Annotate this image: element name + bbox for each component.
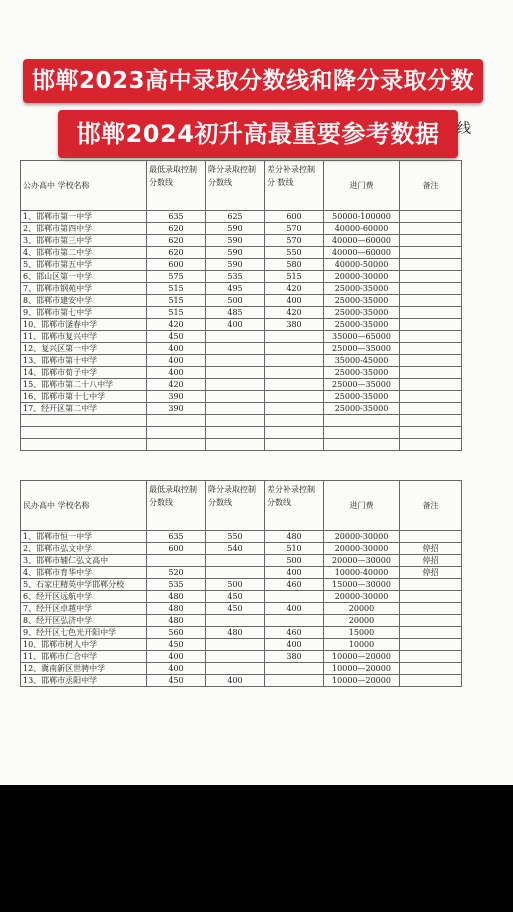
cell-min-score: 515 (147, 283, 206, 295)
cell-note (400, 403, 462, 415)
cell-supplementary-score: 550 (265, 247, 324, 259)
cell-min-score (147, 555, 206, 567)
header-min-score: 最低录取控制分数线 (147, 161, 206, 211)
cell-min-score: 635 (147, 211, 206, 223)
cell-school: 7、邯郸市钢苑中学 (21, 283, 147, 295)
cell-note (400, 223, 462, 235)
cell-note: 停招 (400, 567, 462, 579)
cell-min-score: 620 (147, 235, 206, 247)
cell-supplementary-score: 480 (265, 531, 324, 543)
cell-school: 8、经开区弘济中学 (21, 615, 147, 627)
table-row (21, 627, 462, 639)
cell-school (21, 415, 147, 427)
table-row (21, 379, 462, 391)
cell-supplementary-score: 460 (265, 579, 324, 591)
cell-reduced-score: 590 (206, 223, 265, 235)
cell-reduced-score (206, 355, 265, 367)
cell-school: 13、邯郸市丞阳中学 (21, 675, 147, 687)
header-fee: 进门费 (324, 161, 400, 211)
cell-reduced-score: 450 (206, 603, 265, 615)
cell-fee: 15000 (324, 627, 400, 639)
table-row (21, 259, 462, 271)
cell-min-score: 515 (147, 307, 206, 319)
table-row (21, 427, 462, 439)
cell-school: 6、邯山区第一中学 (21, 271, 147, 283)
table-row (21, 603, 462, 615)
cell-reduced-score (206, 427, 265, 439)
cell-note (400, 331, 462, 343)
cell-note (400, 627, 462, 639)
cell-note (400, 531, 462, 543)
cell-min-score: 480 (147, 615, 206, 627)
cell-fee: 40000-50000 (324, 259, 400, 271)
cell-min-score (147, 439, 206, 451)
header-supplementary-score: 差分补录控制 分 数线 (265, 161, 324, 211)
header-supplementary-score: 差分补录控制分数线 (265, 481, 324, 531)
private-schools-table (20, 480, 462, 687)
cell-school: 17、经开区第二中学 (21, 403, 147, 415)
cell-note (400, 283, 462, 295)
table-row (21, 211, 462, 223)
cell-fee: 25000-35000 (324, 295, 400, 307)
cell-fee: 40000—60000 (324, 247, 400, 259)
cell-reduced-score (206, 567, 265, 579)
cell-fee (324, 427, 400, 439)
cell-supplementary-score: 380 (265, 651, 324, 663)
cell-min-score: 560 (147, 627, 206, 639)
cell-min-score: 450 (147, 675, 206, 687)
cell-min-score: 620 (147, 247, 206, 259)
cell-school: 6、经开区远航中学 (21, 591, 147, 603)
cell-reduced-score: 485 (206, 307, 265, 319)
cell-supplementary-score: 400 (265, 295, 324, 307)
cell-school: 13、邯郸市第十中学 (21, 355, 147, 367)
cell-reduced-score (206, 415, 265, 427)
cell-reduced-score: 590 (206, 235, 265, 247)
cell-supplementary-score: 570 (265, 223, 324, 235)
cell-note (400, 367, 462, 379)
cell-note (400, 675, 462, 687)
public-schools-body (21, 161, 462, 451)
header-reduced-score: 降分录取控制分数线 (206, 161, 265, 211)
cell-supplementary-score (265, 663, 324, 675)
cell-note (400, 615, 462, 627)
cell-min-score: 400 (147, 663, 206, 675)
cell-fee: 20000-30000 (324, 271, 400, 283)
cell-reduced-score: 550 (206, 531, 265, 543)
table-row (21, 543, 462, 555)
cell-min-score: 420 (147, 379, 206, 391)
cell-reduced-score (206, 331, 265, 343)
header-note: 备注 (400, 161, 462, 211)
cell-school: 2、邯郸市第四中学 (21, 223, 147, 235)
cell-reduced-score: 500 (206, 579, 265, 591)
cell-supplementary-score: 420 (265, 283, 324, 295)
cell-supplementary-score (265, 415, 324, 427)
cell-supplementary-score (265, 343, 324, 355)
cell-school: 4、邯郸市育华中学 (21, 567, 147, 579)
cell-supplementary-score (265, 355, 324, 367)
cell-fee: 20000-30000 (324, 531, 400, 543)
cell-supplementary-score (265, 367, 324, 379)
table-row (21, 331, 462, 343)
header-reduced-score: 降分录取控制分数线 (206, 481, 265, 531)
cell-min-score: 480 (147, 591, 206, 603)
cell-supplementary-score (265, 379, 324, 391)
table-row (21, 651, 462, 663)
cell-reduced-score: 480 (206, 627, 265, 639)
cell-reduced-score (206, 555, 265, 567)
public-schools-table (20, 160, 462, 451)
cell-min-score: 480 (147, 603, 206, 615)
cell-school: 16、邯郸市第十七中学 (21, 391, 147, 403)
cell-note (400, 355, 462, 367)
cell-reduced-score: 540 (206, 543, 265, 555)
table-row (21, 415, 462, 427)
cell-fee: 40000—60000 (324, 235, 400, 247)
cell-fee: 25000—35000 (324, 343, 400, 355)
header-fee: 进门费 (324, 481, 400, 531)
cell-note (400, 415, 462, 427)
cell-reduced-score (206, 663, 265, 675)
cell-school (21, 439, 147, 451)
header-school: 公办高中 学校名称 (21, 161, 147, 211)
cell-min-score: 450 (147, 331, 206, 343)
cell-school: 14、邯郸市荀子中学 (21, 367, 147, 379)
table-row (21, 663, 462, 675)
cell-fee: 20000 (324, 603, 400, 615)
cell-supplementary-score: 510 (265, 543, 324, 555)
cell-min-score (147, 427, 206, 439)
cell-fee: 10000—20000 (324, 651, 400, 663)
cell-note (400, 259, 462, 271)
cell-school: 9、经开区七色光开阳中学 (21, 627, 147, 639)
cell-note (400, 391, 462, 403)
cell-note (400, 439, 462, 451)
cell-min-score: 600 (147, 259, 206, 271)
cell-school: 1、邯郸市第一中学 (21, 211, 147, 223)
cell-min-score: 390 (147, 403, 206, 415)
cell-reduced-score (206, 615, 265, 627)
title-banner-2023: 邯郸2023高中录取分数线和降分录取分数 (23, 59, 483, 103)
cell-min-score: 600 (147, 543, 206, 555)
cell-min-score: 400 (147, 651, 206, 663)
cell-reduced-score: 450 (206, 591, 265, 603)
cell-fee (324, 415, 400, 427)
cell-supplementary-score (265, 391, 324, 403)
cell-min-score (147, 415, 206, 427)
cell-school: 4、邯郸市第二中学 (21, 247, 147, 259)
cell-min-score: 450 (147, 639, 206, 651)
cell-fee: 15000—30000 (324, 579, 400, 591)
cell-supplementary-score (265, 427, 324, 439)
cell-fee: 10000—20000 (324, 675, 400, 687)
cell-supplementary-score (265, 675, 324, 687)
cell-note (400, 579, 462, 591)
table-row (21, 391, 462, 403)
private-header-row (21, 481, 462, 531)
table-row (21, 283, 462, 295)
cell-fee: 25000-35000 (324, 283, 400, 295)
cell-min-score: 520 (147, 567, 206, 579)
table-row (21, 439, 462, 451)
public-header-row (21, 161, 462, 211)
cell-school: 3、邯郸市辅仁弘文高中 (21, 555, 147, 567)
cell-min-score: 620 (147, 223, 206, 235)
cell-reduced-score (206, 379, 265, 391)
cell-reduced-score: 500 (206, 295, 265, 307)
cell-supplementary-score (265, 403, 324, 415)
cell-min-score: 575 (147, 271, 206, 283)
table-row (21, 615, 462, 627)
cell-supplementary-score: 460 (265, 627, 324, 639)
cell-fee: 25000-35000 (324, 307, 400, 319)
header-school: 民办高中 学校名称 (21, 481, 147, 531)
cell-supplementary-score: 380 (265, 319, 324, 331)
table-row (21, 355, 462, 367)
cell-school: 12、冀南新区世骋中学 (21, 663, 147, 675)
cell-fee: 25000-35000 (324, 403, 400, 415)
table-row (21, 403, 462, 415)
cell-supplementary-score: 400 (265, 567, 324, 579)
cell-reduced-score: 590 (206, 259, 265, 271)
cell-fee: 40000-60000 (324, 223, 400, 235)
cell-school: 12、复兴区第一中学 (21, 343, 147, 355)
table-row (21, 271, 462, 283)
cell-school: 5、邯郸市第五中学 (21, 259, 147, 271)
cell-supplementary-score (265, 615, 324, 627)
cell-note (400, 307, 462, 319)
cell-reduced-score: 400 (206, 319, 265, 331)
cell-supplementary-score: 580 (265, 259, 324, 271)
title-banner-2024: 邯郸2024初升高最重要参考数据 (58, 110, 458, 158)
cell-note: 停招 (400, 543, 462, 555)
cell-fee: 50000-100000 (324, 211, 400, 223)
cell-supplementary-score: 515 (265, 271, 324, 283)
cell-note (400, 603, 462, 615)
cell-fee: 20000 (324, 615, 400, 627)
table-row (21, 307, 462, 319)
table-row (21, 343, 462, 355)
cell-school: 11、邯郸市复兴中学 (21, 331, 147, 343)
cell-min-score: 635 (147, 531, 206, 543)
table-row (21, 675, 462, 687)
cell-note (400, 663, 462, 675)
cell-min-score: 515 (147, 295, 206, 307)
table-row (21, 579, 462, 591)
cell-reduced-score (206, 343, 265, 355)
cell-note (400, 295, 462, 307)
cell-reduced-score (206, 639, 265, 651)
cell-reduced-score: 400 (206, 675, 265, 687)
cell-supplementary-score: 500 (265, 555, 324, 567)
cell-reduced-score: 495 (206, 283, 265, 295)
cell-supplementary-score: 570 (265, 235, 324, 247)
header-min-score: 最低录取控制分数线 (147, 481, 206, 531)
table-row (21, 295, 462, 307)
cell-fee: 25000—35000 (324, 379, 400, 391)
cell-school: 2、邯郸市弘文中学 (21, 543, 147, 555)
private-schools-body (21, 481, 462, 687)
cell-note: 停招 (400, 555, 462, 567)
cell-supplementary-score (265, 591, 324, 603)
table-row (21, 223, 462, 235)
cell-supplementary-score: 420 (265, 307, 324, 319)
cell-school: 7、经开区卓越中学 (21, 603, 147, 615)
cut-off-title-char: 线 (457, 121, 471, 137)
cell-school: 10、邯郸市树人中学 (21, 639, 147, 651)
cell-fee: 10000-40000 (324, 567, 400, 579)
cell-fee: 25000-35000 (324, 367, 400, 379)
cell-supplementary-score: 400 (265, 639, 324, 651)
cell-school: 8、邯郸市建安中学 (21, 295, 147, 307)
cell-note (400, 591, 462, 603)
cell-fee: 10000 (324, 639, 400, 651)
cell-min-score: 390 (147, 391, 206, 403)
cell-fee: 25000-35000 (324, 391, 400, 403)
cell-note (400, 427, 462, 439)
cell-reduced-score: 535 (206, 271, 265, 283)
cell-supplementary-score (265, 331, 324, 343)
cell-reduced-score (206, 651, 265, 663)
cell-note (400, 639, 462, 651)
table-row (21, 555, 462, 567)
cell-school: 15、邯郸市第二十八中学 (21, 379, 147, 391)
cell-min-score: 535 (147, 579, 206, 591)
cell-school (21, 427, 147, 439)
cell-note (400, 651, 462, 663)
header-note: 备注 (400, 481, 462, 531)
cell-fee: 25000-35000 (324, 319, 400, 331)
cell-min-score: 420 (147, 319, 206, 331)
table-row (21, 235, 462, 247)
cell-fee: 20000-30000 (324, 543, 400, 555)
cell-reduced-score: 590 (206, 247, 265, 259)
cell-note (400, 343, 462, 355)
cell-note (400, 271, 462, 283)
cell-reduced-score (206, 367, 265, 379)
cell-fee: 20000-30000 (324, 591, 400, 603)
cell-supplementary-score: 400 (265, 603, 324, 615)
table-row (21, 639, 462, 651)
cell-fee: 10000—20000 (324, 663, 400, 675)
cell-note (400, 247, 462, 259)
table-row (21, 567, 462, 579)
cell-supplementary-score (265, 439, 324, 451)
cell-reduced-score (206, 439, 265, 451)
cell-fee: 20000—30000 (324, 555, 400, 567)
cell-supplementary-score: 600 (265, 211, 324, 223)
cell-min-score: 400 (147, 367, 206, 379)
cell-fee: 35000-45000 (324, 355, 400, 367)
cell-reduced-score (206, 403, 265, 415)
cell-min-score: 400 (147, 343, 206, 355)
cell-school: 9、邯郸市第七中学 (21, 307, 147, 319)
cell-note (400, 211, 462, 223)
cell-school: 11、邯郸市仁合中学 (21, 651, 147, 663)
cell-note (400, 379, 462, 391)
cell-fee (324, 439, 400, 451)
cell-reduced-score: 625 (206, 211, 265, 223)
cell-min-score: 400 (147, 355, 206, 367)
cell-school: 1、邯郸市恒一中学 (21, 531, 147, 543)
cell-school: 3、邯郸市第三中学 (21, 235, 147, 247)
cell-fee: 35000—65000 (324, 331, 400, 343)
cell-school: 10、邯郸市滏春中学 (21, 319, 147, 331)
table-row (21, 367, 462, 379)
cell-note (400, 235, 462, 247)
table-row (21, 591, 462, 603)
table-row (21, 531, 462, 543)
cell-school: 5、石家庄精英中学邯郸分校 (21, 579, 147, 591)
table-row (21, 319, 462, 331)
cell-note (400, 319, 462, 331)
cell-reduced-score (206, 391, 265, 403)
table-row (21, 247, 462, 259)
